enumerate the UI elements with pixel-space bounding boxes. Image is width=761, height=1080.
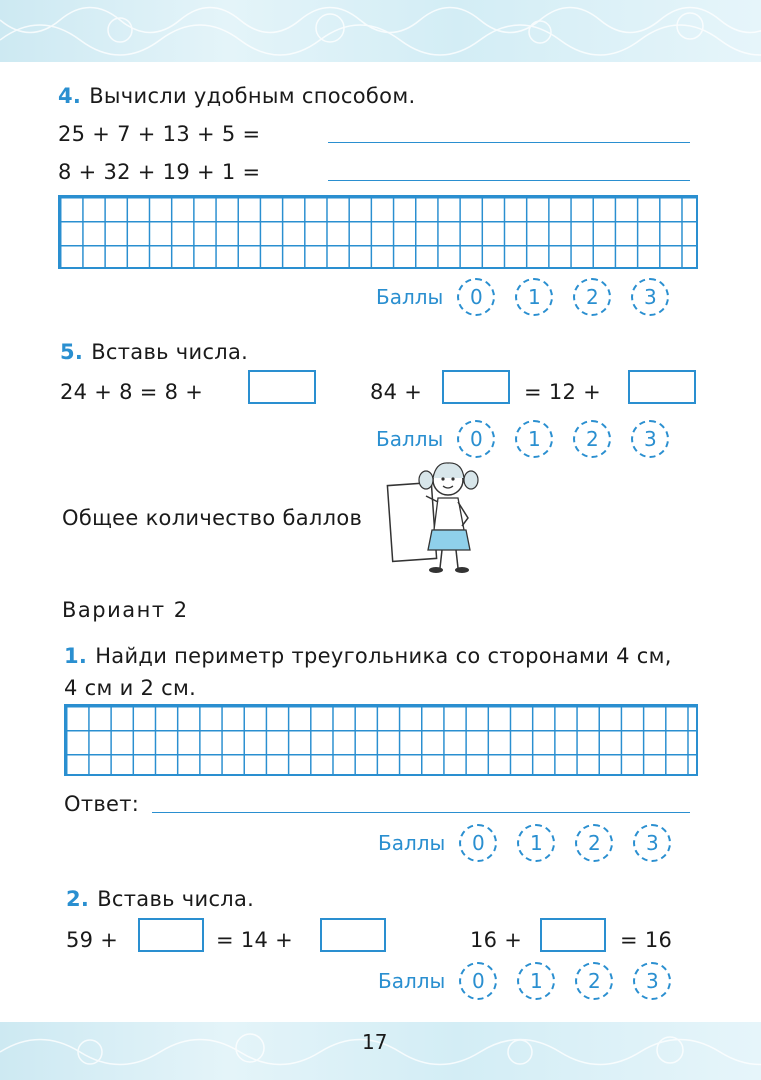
score-circle-2[interactable]: 2 (575, 962, 613, 1000)
v2-task1-heading (64, 644, 672, 668)
v2-task2-equation-1-left: 59 + (66, 928, 119, 952)
task5-title: Вставь числа. (91, 340, 249, 364)
score-circle-0[interactable]: 0 (457, 278, 495, 316)
scores-label: Баллы (378, 969, 446, 993)
task5-answer-box-3[interactable] (628, 370, 696, 404)
variant-heading: Вариант 2 (62, 598, 189, 622)
task4-number: 4. (58, 84, 82, 108)
task4-answer-line-2[interactable] (328, 180, 690, 181)
girl-holding-sign-illustration (386, 458, 496, 576)
answer-label: Ответ: (64, 792, 140, 816)
task5-scores (376, 420, 689, 458)
score-circle-3[interactable]: 3 (631, 278, 669, 316)
v2-task1-number: 1. (64, 644, 88, 668)
v2-task1-line-1: Найди периметр треугольника со сторонами 4 см, (95, 644, 672, 668)
v2-task2-number: 2. (66, 887, 90, 911)
score-circle-2[interactable]: 2 (573, 420, 611, 458)
task4-expression-1: 25 + 7 + 13 + 5 = (58, 122, 261, 146)
v2-task2-equation-2-left: 16 + (470, 928, 523, 952)
task4-title: Вычисли удобным способом. (89, 84, 416, 108)
task4-work-grid[interactable] (58, 195, 698, 269)
task4-scores (376, 278, 689, 316)
total-score-label: Общее количество баллов (62, 506, 363, 530)
score-circle-0[interactable]: 0 (459, 824, 497, 862)
v2-task2-answer-box-3[interactable] (540, 918, 606, 952)
page-number: 17 (362, 1030, 388, 1054)
v2-task1-line-2: 4 см и 2 см. (64, 676, 197, 700)
score-circle-2[interactable]: 2 (575, 824, 613, 862)
score-circle-2[interactable]: 2 (573, 278, 611, 316)
task5-heading (60, 340, 248, 364)
task4-answer-line-1[interactable] (328, 142, 690, 143)
v2-task2-equation-1-mid: = 14 + (216, 928, 294, 952)
task5-equation-2-left: 84 + (370, 380, 423, 404)
score-circle-1[interactable]: 1 (515, 420, 553, 458)
v2-task2-answer-box-2[interactable] (320, 918, 386, 952)
v2-task2-equation-2-right: = 16 (620, 928, 673, 952)
task4-heading (58, 84, 415, 108)
score-circle-1[interactable]: 1 (517, 962, 555, 1000)
score-circle-0[interactable]: 0 (459, 962, 497, 1000)
task5-answer-box-1[interactable] (248, 370, 316, 404)
score-circle-3[interactable]: 3 (633, 962, 671, 1000)
score-circle-1[interactable]: 1 (517, 824, 555, 862)
v2-task2-title: Вставь числа. (97, 887, 255, 911)
task5-answer-box-2[interactable] (442, 370, 510, 404)
task5-equation-1-left: 24 + 8 = 8 + (60, 380, 204, 404)
v2-task2-scores (378, 962, 691, 1000)
task5-number: 5. (60, 340, 84, 364)
task5-equation-2-mid: = 12 + (524, 380, 602, 404)
task4-expression-2: 8 + 32 + 19 + 1 = (58, 160, 261, 184)
score-circle-0[interactable]: 0 (457, 420, 495, 458)
v2-task2-heading (66, 887, 254, 911)
v2-task1-scores (378, 824, 691, 862)
scores-label: Баллы (376, 285, 444, 309)
score-circle-1[interactable]: 1 (515, 278, 553, 316)
v2-task1-work-grid[interactable] (64, 704, 698, 776)
v2-task1-answer-line[interactable] (152, 812, 690, 813)
scores-label: Баллы (376, 427, 444, 451)
decorative-top-band (0, 0, 761, 62)
score-circle-3[interactable]: 3 (631, 420, 669, 458)
v2-task2-answer-box-1[interactable] (138, 918, 204, 952)
scores-label: Баллы (378, 831, 446, 855)
score-circle-3[interactable]: 3 (633, 824, 671, 862)
